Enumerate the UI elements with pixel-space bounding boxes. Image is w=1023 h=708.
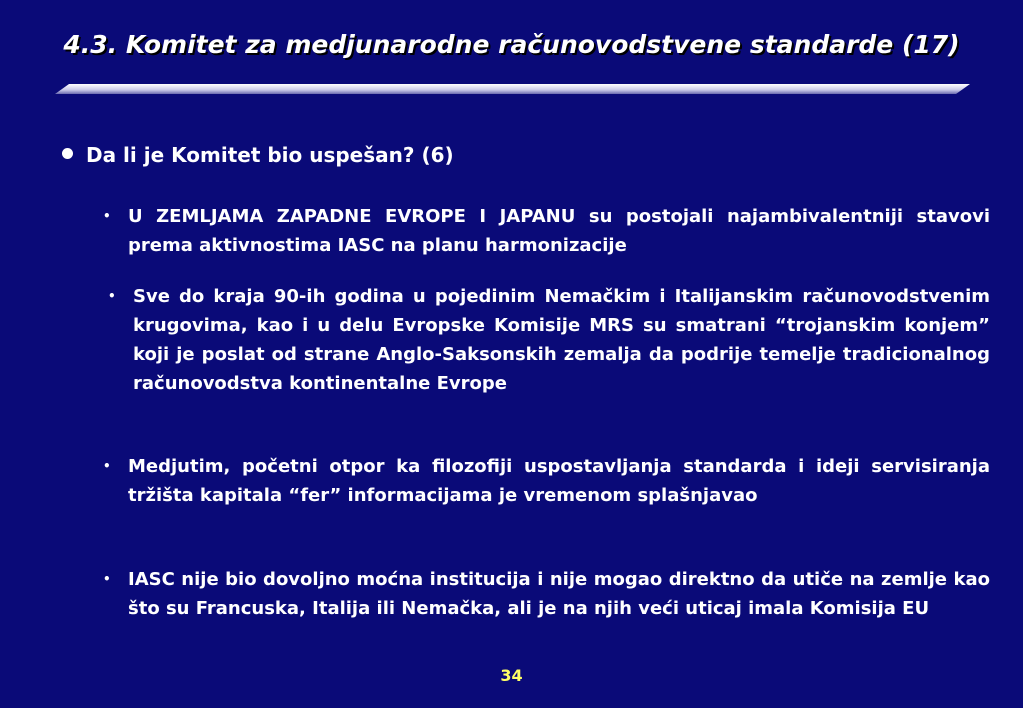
list-item-text: Sve do kraja 90-ih godina u pojedinim Nemačkim i Italijanskim računovodstvenim krugovima, kao i u delu Evropske Komisije MRS su smatrani “trojanskim konjem” koji je poslat od strane Anglo-Saksonskih zemalja da podrije temelje tradicionalnog računovodstva kontinentalne Evrope	[133, 286, 990, 394]
list-item	[103, 565, 990, 623]
list-item	[108, 282, 990, 398]
title-divider	[55, 84, 970, 94]
bullet-dot-icon	[62, 148, 73, 159]
bullet-icon: •	[103, 209, 111, 223]
bullet-icon: •	[103, 572, 111, 586]
list-item-text: IASC nije bio dovoljno moćna institucija i nije mogao direktno da utiče na zemlje kao što su Francuska, Italija ili Nemačka, ali je na njih veći uticaj imala Komisija EU	[128, 569, 990, 619]
list-item-text: U ZEMLJAMA ZAPADNE EVROPE I JAPANU su postojali najambivalentniji stavovi prema aktivnostima IASC na planu harmonizacije	[128, 206, 991, 256]
main-bullet	[62, 143, 454, 167]
main-bullet-text: Da li je Komitet bio uspešan? (6)	[86, 143, 454, 167]
list-item-text: Medjutim, početni otpor ka filozofiji uspostavljanja standarda i ideji servisiranja tržišta kapitala “fer” informacijama je vremenom splašnjavao	[128, 456, 990, 506]
slide-title: 4.3. Komitet za medjunarodne računovodstvene standarde (17)	[63, 30, 960, 59]
bullet-icon: •	[108, 289, 116, 303]
bullet-icon: •	[103, 459, 111, 473]
page-number: 34	[500, 666, 523, 685]
list-item	[103, 202, 991, 260]
list-item	[103, 452, 990, 510]
list-item-lead: U ZEMLJAMA ZAPADNE EVROPE I JAPANU	[128, 206, 576, 227]
